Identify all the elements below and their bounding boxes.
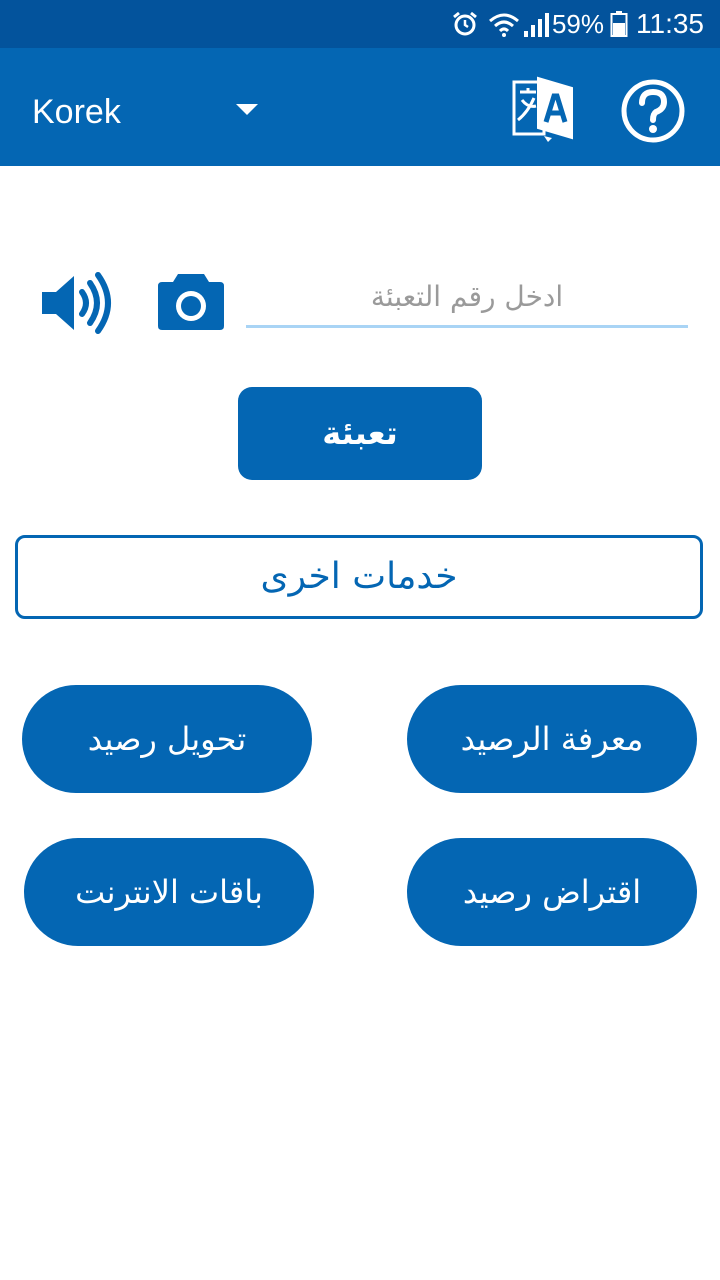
carrier-dropdown[interactable]: [20, 84, 270, 132]
clock: 11:35: [636, 8, 704, 39]
balance-inquiry-button[interactable]: معرفة الرصيد: [407, 685, 697, 793]
camera-icon[interactable]: [156, 272, 226, 332]
transfer-balance-button[interactable]: تحويل رصيد: [22, 685, 312, 793]
battery-percent: 59%: [551, 9, 604, 39]
other-services-header: خدمات اخرى: [15, 535, 703, 619]
borrow-balance-button[interactable]: اقتراض رصيد: [407, 838, 697, 946]
recharge-number-input[interactable]: [246, 268, 688, 328]
status-bar: [0, 0, 720, 48]
translate-icon[interactable]: [508, 76, 578, 146]
battery-icon: [610, 11, 628, 37]
signal-icon: [522, 11, 550, 37]
chevron-down-icon: [236, 104, 258, 115]
app-bar: [0, 48, 720, 166]
help-icon[interactable]: [620, 78, 686, 144]
alarm-icon: [452, 11, 478, 37]
recharge-button[interactable]: تعبئة: [238, 387, 482, 480]
speaker-icon[interactable]: [38, 272, 116, 334]
wifi-icon: [488, 11, 520, 37]
internet-packages-button[interactable]: باقات الانترنت: [24, 838, 314, 946]
carrier-label: Korek: [32, 93, 121, 131]
